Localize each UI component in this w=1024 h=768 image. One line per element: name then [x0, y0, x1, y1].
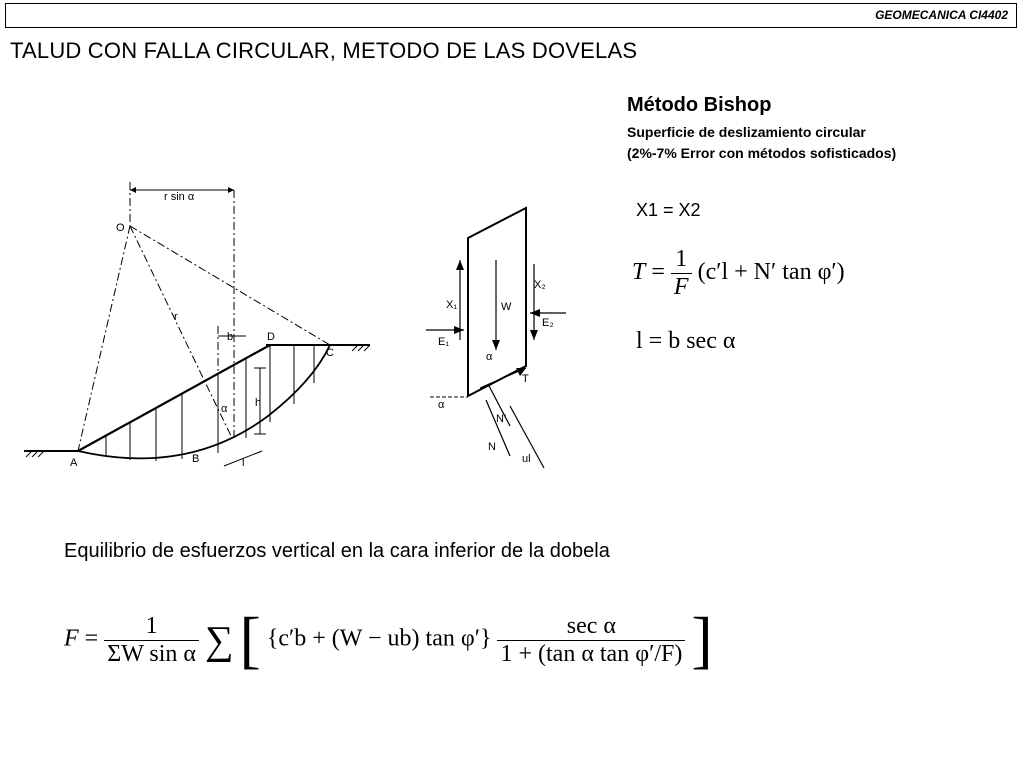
label-ul: ul	[522, 453, 531, 465]
slice-body	[468, 208, 526, 396]
arrow-X1-head	[456, 260, 464, 270]
method-title: Método Bishop	[627, 94, 772, 116]
equation-F-body: {c′b + (W − ub) tan φ′}	[266, 625, 492, 652]
label-alpha: α	[221, 403, 228, 415]
label-X1: X₁	[446, 299, 458, 311]
label-N-prime: N′	[496, 413, 507, 425]
equation-T-equals: =	[651, 259, 665, 286]
equation-F-close-bracket: ]	[691, 604, 713, 675]
label-X2: X₂	[534, 279, 546, 291]
label-O: O	[116, 222, 125, 234]
equation-F-sum: ∑	[205, 617, 234, 663]
equation-l: l = b sec α	[636, 328, 736, 354]
equation-T-rhs: (c′l + N′ tan φ′)	[697, 259, 845, 286]
arrow-E2-head	[530, 309, 540, 317]
equation-F-frac2-num: sec α	[497, 613, 685, 641]
slice-diagram	[410, 200, 585, 475]
dimension-arrow-left	[130, 187, 136, 193]
label-l: l	[242, 457, 245, 469]
equation-F-frac1-den: ΣW sin α	[107, 640, 196, 667]
label-alpha-base: α	[438, 399, 445, 411]
label-h: h	[255, 397, 262, 409]
label-T: T	[522, 373, 529, 385]
course-label: GEOMECANICA CI4402	[875, 8, 1008, 22]
equation-F-equals: =	[84, 625, 99, 652]
radial-lines	[78, 226, 330, 451]
equation-F-lhs: F	[64, 625, 79, 652]
equation-F-fraction-2	[497, 613, 685, 668]
label-D: D	[267, 331, 275, 343]
label-A: A	[70, 457, 78, 469]
dimension-arrow-right	[228, 187, 234, 193]
label-C: C	[326, 347, 334, 359]
equation-T-fraction	[671, 246, 692, 301]
equation-T	[632, 246, 845, 301]
label-alpha-slice: α	[486, 351, 493, 363]
slide-title: TALUD CON FALLA CIRCULAR, METODO DE LAS DOVELAS	[10, 38, 638, 63]
label-b: b	[227, 331, 234, 343]
arrow-X2-head	[530, 330, 538, 340]
label-B: B	[192, 453, 200, 465]
label-E1: E₁	[438, 336, 450, 348]
label-N: N	[488, 441, 496, 453]
method-subtitle-2: (2%-7% Error con métodos sofisticados)	[627, 145, 897, 161]
equation-F-open-bracket: [	[239, 604, 261, 675]
slope-face	[78, 345, 270, 451]
slip-arc	[78, 345, 330, 458]
equation-F-frac2-den: 1 + (tan α tan φ′/F)	[500, 640, 683, 667]
equation-T-den: F	[673, 274, 689, 300]
arrow-E1-head	[454, 326, 464, 334]
label-W: W	[501, 301, 512, 313]
equilibrium-text: Equilibrio de esfuerzos vertical en la cara inferior de la dobela	[64, 540, 610, 562]
equation-F-frac1-num: 1	[104, 613, 199, 641]
equation-T-num: 1	[671, 246, 692, 274]
equation-F	[64, 604, 713, 675]
label-r: r	[174, 311, 178, 323]
label-r-sin-alpha: r sin α	[164, 191, 195, 203]
label-E2: E₂	[542, 317, 554, 329]
slope-diagram	[18, 176, 388, 476]
arrow-W-head	[492, 340, 500, 350]
header-box	[5, 3, 1017, 28]
method-subtitle-1: Superficie de deslizamiento circular	[627, 124, 866, 140]
x-relation: X1 = X2	[636, 200, 701, 220]
equation-T-lhs: T	[632, 259, 646, 286]
equation-F-fraction-1	[104, 613, 199, 668]
